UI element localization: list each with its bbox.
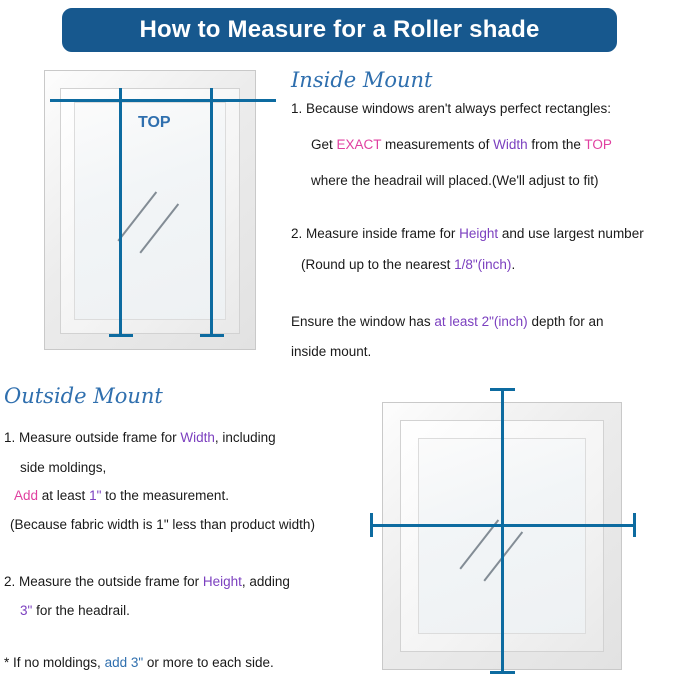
outside-step2-l2-b: for the headrail. (32, 603, 130, 618)
height-measure-cap-bottom-left (109, 334, 133, 337)
inside-mount-step1-line2 (311, 136, 612, 153)
inside-mount-ensure-line1 (291, 313, 604, 330)
outside-mount-step1-line1 (4, 429, 276, 446)
outside-mount-step2-line2 (20, 602, 130, 619)
highlight-width: Width (493, 137, 528, 152)
highlight-outside-width: Width (180, 430, 215, 445)
inside-mount-window-diagram (10, 62, 280, 350)
inside-step2-l2-b: . (511, 257, 516, 272)
outside-width-cap-left (370, 513, 373, 537)
outside-mount-step1-line3 (14, 487, 229, 504)
inside-mount-step2-line2 (301, 256, 515, 273)
outside-step1-l3-c: to the measurement. (101, 488, 229, 503)
outside-width-cap-right (633, 513, 636, 537)
inside-step1-text: 1. Because windows aren't always perfect rectangles: (291, 101, 611, 116)
outside-mount-step2-line1 (4, 573, 290, 590)
inside-step1-l2-a: Get (311, 137, 337, 152)
outside-step2-l1-b: , adding (241, 574, 290, 589)
window-glass (74, 102, 226, 320)
height-measure-cap-bottom-right (200, 334, 224, 337)
outside-step1-l1-b: , including (214, 430, 276, 445)
page-title: How to Measure for a Roller shade (139, 16, 540, 43)
inside-step1-l2-c: from the (527, 137, 585, 152)
inside-mount-heading: Inside Mount (291, 68, 433, 92)
highlight-footnote-add: add 3" (104, 655, 144, 670)
inside-ensure-l2: inside mount. (291, 344, 372, 359)
outside-height-cap-top (490, 388, 515, 391)
inside-ensure-a: Ensure the window has (291, 314, 435, 329)
highlight-add: Add (14, 488, 39, 503)
outside-step2-l1-a: 2. Measure the outside frame for (4, 574, 203, 589)
outside-step1-l4: (Because fabric width is 1" less than product width) (10, 517, 315, 532)
outside-step1-l3-b: at least (38, 488, 90, 503)
inside-step1-l2-b: measurements of (381, 137, 494, 152)
height-measure-line-left (119, 99, 122, 337)
page-title-banner (62, 8, 617, 52)
highlight-eighth-inch: 1/8"(inch) (454, 257, 512, 272)
inside-step2-l1-a: 2. Measure inside frame for (291, 226, 460, 241)
inside-step2-l2-a: (Round up to the nearest (301, 257, 455, 272)
outside-step1-l1-a: 1. Measure outside frame for (4, 430, 181, 445)
highlight-top: TOP (584, 137, 612, 152)
inside-step2-l1-b: and use largest number (498, 226, 644, 241)
highlight-exact: EXACT (336, 137, 382, 152)
highlight-outside-height: Height (202, 574, 242, 589)
inside-mount-step1-line1 (291, 100, 611, 117)
outside-mount-step1-line2 (20, 459, 106, 476)
highlight-one-inch: 1" (89, 488, 102, 503)
outside-height-cap-bottom (490, 671, 515, 674)
inside-mount-ensure-line2 (291, 343, 371, 360)
footnote-b: or more to each side. (143, 655, 274, 670)
highlight-three-inch: 3" (20, 603, 33, 618)
width-measure-line (50, 99, 276, 102)
outside-height-measure-line (501, 388, 504, 674)
height-measure-line-right (210, 99, 213, 337)
outside-mount-heading: Outside Mount (4, 384, 163, 408)
footnote (4, 655, 274, 670)
outside-step1-l2: side moldings, (20, 460, 107, 475)
highlight-height: Height (459, 226, 499, 241)
outside-mount-window-diagram (338, 380, 668, 680)
inside-ensure-b: depth for an (527, 314, 604, 329)
diagram-top-label: TOP (138, 114, 171, 131)
footnote-a: * If no moldings, (4, 655, 105, 670)
outside-mount-step1-line4 (10, 516, 315, 533)
highlight-depth: at least 2"(inch) (434, 314, 528, 329)
inside-mount-step1-line3 (311, 172, 598, 189)
inside-mount-step2-line1 (291, 225, 644, 242)
inside-step1-l3: where the headrail will placed.(We'll adjust to fit) (311, 173, 599, 188)
